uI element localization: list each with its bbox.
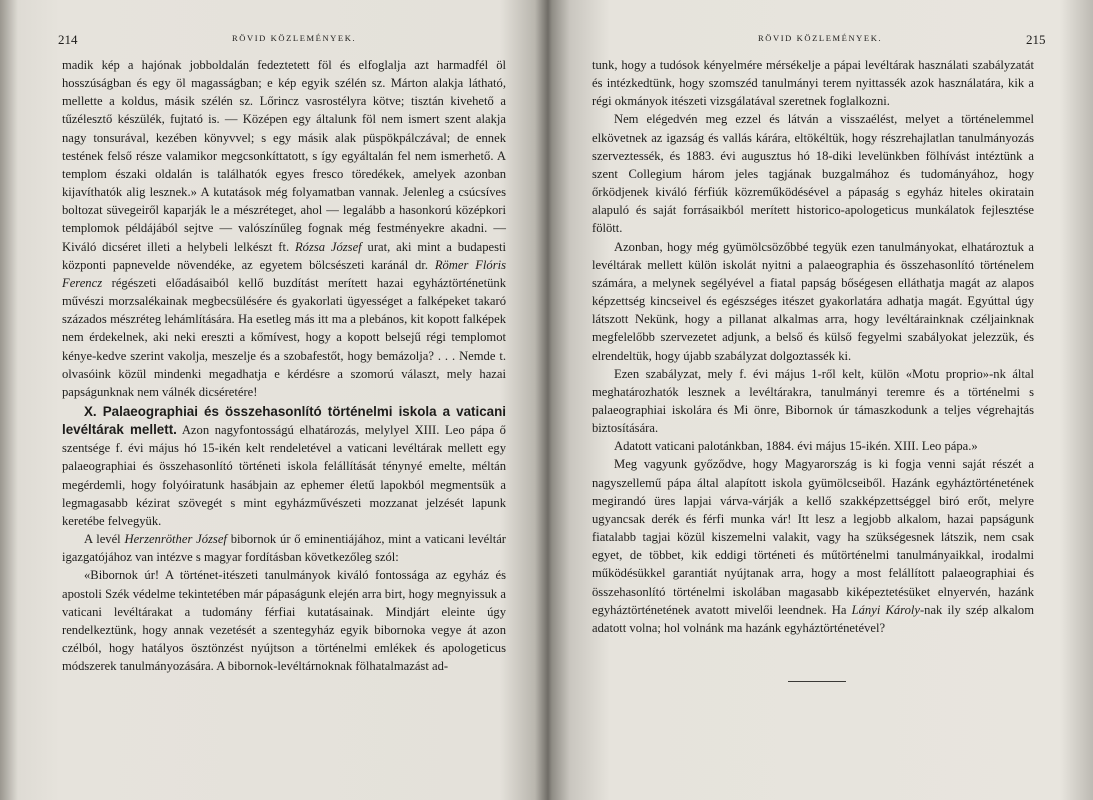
person-name: Lányi Károly bbox=[851, 602, 920, 617]
paragraph: Meg vagyunk győződve, hogy Magyarország is ki fogja venni saját részét a nagyszellemű pápa által alapított iskola gyümölcseiből. Hazánk egyháztörténetének megirandó üres lapjai várva-várják a kellő szakképzettséggel biró erőt, melyre ugyancsak derék és férfi munka vár! Itt lesz a legjobb alkalom, hazai papságunk fiatalabb tagjai közül kiszemelni valakit, vagy ha szükségesnek látszik, nem csak egyet, de többet, kik eddigi történeti és műtörténelmi tanulmányaikkal, irodalmi működésükkel garantiát nyújtanak arra, hogy a most felállított palaeographiai és összehasonlító történelmi iskolában magasabb kiképeztetésüket elnyervén, hazánk egyháztörténetének avatott mivelői leendnek. Ha Lányi Károly-nak ily szép alkalom adatott volna; hol volnánk ma hazánk egyháztörténetével? bbox=[592, 457, 1034, 635]
page-number: 215 bbox=[1026, 32, 1046, 47]
person-name: Rózsa József bbox=[294, 239, 362, 254]
section-paragraph: X. Palaeographiai és összehasonlító történelmi iskola a vaticani levéltárak mellett. Azon nagyfontosságú elhatározás, melylyel XIII. Leo pápa ő szentsége f. évi május hó 15-ikén kelt rendeletével a vaticani levéltárak mellett egy palaeographiai és összehasonlító történeti iskola felállítását ténynyé emelte, méltán megérdemli, hogy folyóiratunk hasábjain az ephemer életű lapokból megmentsük a legmagasabb kézirat szövegét s mint egyházművészeti mozzanat jelzését lapunk keretébe felvegyük. bbox=[62, 403, 506, 528]
running-head: RÖVID KÖZLEMÉNYEK. bbox=[232, 33, 357, 43]
person-name: Römer Flóris Ferencz bbox=[62, 257, 507, 290]
left-page bbox=[0, 0, 540, 800]
paragraph: madik kép a hajónak jobboldalán fedeztetett föl és elfoglalja azt harmadfél öl hosszúságban és egy öl magasságban; e kép egyik szélén sz. Márton alakja látható, mellette a koldus, másik szélén sz. Lőrincz vasrostélyra kötve; tisztán kivehető a tűzélesztő készülék, fujtató is. — Középen egy általunk föl nem ismert szent alakja nagy tonsurával, kezében könyvvel; s egy másik alak püspökpálczával; de ennek testének felső része valamikor megcsonkíttatott, s így egyáltalán fel nem ismerhető. A templom északi oldalán is találhatók egyes fresco töredékek, amelyek azonban kijavíthatók alig lesznek.» A kutatások még folyamatban vannak. Jelenleg a csúcsíves boltozat süvegeiről kaparják le a mészréteget, ahol — legalább a hasonkorú középkori templomok példájából sejtve — valószínűleg fognak még festményekre akadni. — Kiváló dicséret illeti a helybeli lelkészt ft. Rózsa József urat, aki mint a budapesti központi papnevelde növendéke, az egyetem bölcsészeti karánál dr. Römer Flóris Ferencz régészeti előadásaiból kellő buzdítást merített hazai egyháztörténetünk művészi morzsalékainak megbecsülésére és gyakorlati ügyességet a falképeket takaró százados mészréteg lehámlítására. Ha esetleg más itt ma a plebános, kit kopott falképek nem érdekelnek, aki neki ereszti a kőmívest, hogy a kopott belsejű régi templomot kénye-kedve szerint vakolja, meszelje és a szobafestőt, hogy bemázolja? . . . Nemde t. olvasóink közül mindenki megadhatja e kérdésre a szomorú választ, mely hazai papságunknak nem válnék dicséretére! bbox=[62, 58, 507, 399]
paragraph: «Bibornok úr! A történet-itészeti tanulmányok kiváló fontossága az egyház és apostoli Szék védelme tekintetében már pápaságunk elején arra birt, hogy megnyissuk a vaticani levéltárakat a tudomány férfiai kutatásainak. Mindjárt eleinte úgy rendelkeztünk, hogy annak vezetését a szentegyház egyik bibornoka vegye át azon czélból, hogy hatályos ösztönzést nyújtson a történelmi emlékek és apologeticus módszerek tanulmányozására. A bibornok-levéltárnoknak fölhatalmazást ad- bbox=[62, 568, 506, 674]
paragraph: Ezen szabályzat, mely f. évi május 1-ről kelt, külön «Motu proprio»-nk által meghatározhatók lesznek a levéltárakra, tanulmányi teremre és a történelmi s palaeographiai iskolára és Mi önre, Bibornok úr támaszkodunk a teljes végrehajtás biztosítására. bbox=[592, 366, 1034, 436]
end-rule bbox=[788, 681, 846, 682]
paragraph: Nem elégedvén meg ezzel és látván a visszaélést, melyet a történelemmel elkövetnek az igazság és vallás kárára, eltökéltük, hogy részrehajlatlan tanulmányozás szerveztessék, és 1883. évi augusztus hó 18-diki levelünkben fölhívást intéztünk a szent Collegium három jeles tagjának buzgalmához és tudományához, hogy őrködjenek kiváló férfiúk közreműködésével a pápaság s egyház hiteles okiratain alapuló és saját forrásaikból merített historico-apologeticus munkálatok fejlesztése fölött. bbox=[592, 112, 1034, 236]
paragraph: A levél Herzenröther József bibornok úr ő eminentiájához, mint a vaticani levéltár igazgatójához van intézve s magyar fordításban következőleg szól: bbox=[62, 532, 506, 565]
page-body bbox=[592, 56, 1034, 637]
section-title: X. Palaeographiai és összehasonlító történelmi iskola a vaticani levéltárak mellett. bbox=[62, 403, 506, 438]
page-number: 214 bbox=[58, 32, 78, 47]
paragraph: Azonban, hogy még gyümölcsözőbbé tegyük ezen tanulmányokat, elhatároztuk a levéltárak mellett külön iskolát nyitni a palaeographia és összehasonlító történelem számára, a melynek segélyével a fiatal papság bőségesen elláthatja magát az alapos képzettség kincseivel és egészséges itészet gyakorlatára adhatja magát. Egyúttal úgy látszott Nekünk, hogy a pillanat alkalmas arra, hogy levéltárainknak czéljainknak megfelelőbb szervezetet adjunk, a belső és külső fegyelmi szabályokat jelezzük, és elrendeltük, hogy újabb szabályzat dolgoztassék ki. bbox=[592, 239, 1034, 363]
running-head: RÖVID KÖZLEMÉNYEK. bbox=[758, 33, 883, 43]
person-name: Herzenröther József bbox=[124, 532, 227, 547]
paragraph: Adatott vaticani palotánkban, 1884. évi május 15-ikén. XIII. Leo pápa.» bbox=[614, 439, 978, 454]
right-page bbox=[552, 0, 1093, 800]
paragraph: tunk, hogy a tudósok kényelmére mérsékelje a pápai levéltárak használati szabályzatát és intézkedtünk, hogy szomszéd tanulmányi terem nyittassék azok használatára, kik a régi okmányok itészeti vizsgálatával szeretnek foglalkozni. bbox=[592, 58, 1034, 109]
page-body bbox=[62, 56, 506, 675]
